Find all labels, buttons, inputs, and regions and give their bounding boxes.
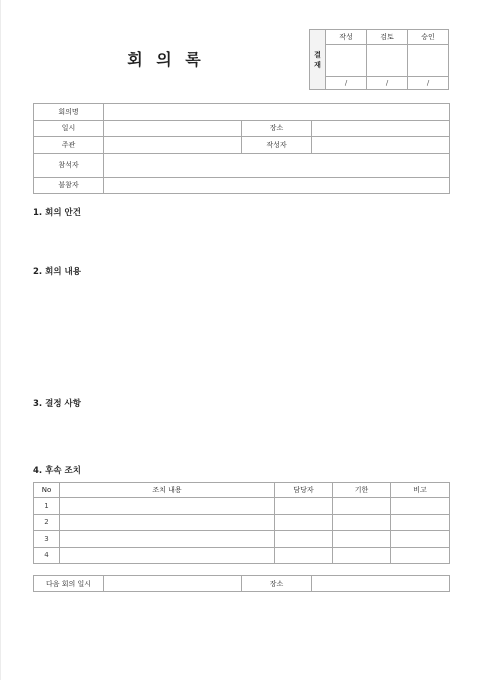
approval-col-write: 작성: [326, 30, 367, 45]
host-field[interactable]: [104, 137, 242, 154]
approval-date-write[interactable]: /: [326, 77, 367, 90]
row-number: 4: [34, 547, 60, 564]
action-cell[interactable]: [60, 498, 275, 515]
table-row: [34, 531, 450, 548]
meeting-name-label: 회의명: [34, 104, 104, 121]
section-content-heading: 2. 회의 내용: [33, 267, 81, 277]
approval-sign-approve[interactable]: [408, 45, 449, 77]
deadline-cell[interactable]: [333, 514, 391, 531]
col-header-note: 비고: [391, 483, 450, 498]
approval-col-approve: 승인: [408, 30, 449, 45]
note-cell[interactable]: [391, 531, 450, 548]
col-header-owner: 담당자: [275, 483, 333, 498]
followup-action-table: [33, 482, 450, 564]
datetime-field[interactable]: [104, 120, 242, 137]
page-title: 회 의 록: [127, 50, 205, 69]
deadline-cell[interactable]: [333, 498, 391, 515]
attendees-label: 참석자: [34, 153, 104, 177]
approval-side-label-2: 재: [314, 60, 321, 69]
place-field[interactable]: [312, 120, 450, 137]
table-row: [34, 514, 450, 531]
next-meeting-table: [33, 575, 450, 592]
table-row: [34, 498, 450, 515]
section-decisions-heading: 3. 결정 사항: [33, 399, 81, 409]
datetime-label: 일시: [34, 120, 104, 137]
row-number: 2: [34, 514, 60, 531]
row-number: 3: [34, 531, 60, 548]
approval-sign-review[interactable]: [367, 45, 408, 77]
action-cell[interactable]: [60, 531, 275, 548]
action-cell[interactable]: [60, 547, 275, 564]
note-cell[interactable]: [391, 498, 450, 515]
col-header-action: 조치 내용: [60, 483, 275, 498]
approval-date-approve[interactable]: /: [408, 77, 449, 90]
attendees-field[interactable]: [104, 153, 450, 177]
deadline-cell[interactable]: [333, 531, 391, 548]
approval-box: [309, 29, 449, 90]
note-cell[interactable]: [391, 514, 450, 531]
table-header-row: [34, 483, 450, 498]
action-cell[interactable]: [60, 514, 275, 531]
approval-side-label: [310, 30, 326, 90]
owner-cell[interactable]: [275, 531, 333, 548]
col-header-deadline: 기한: [333, 483, 391, 498]
meeting-name-field[interactable]: [104, 104, 450, 121]
note-cell[interactable]: [391, 547, 450, 564]
table-row: [34, 547, 450, 564]
owner-cell[interactable]: [275, 547, 333, 564]
owner-cell[interactable]: [275, 498, 333, 515]
owner-cell[interactable]: [275, 514, 333, 531]
row-number: 1: [34, 498, 60, 515]
absentees-label: 불참자: [34, 177, 104, 194]
place-label: 장소: [242, 120, 312, 137]
writer-label: 작성자: [242, 137, 312, 154]
section-followup-heading: 4. 후속 조치: [33, 466, 81, 476]
col-header-no: No: [34, 483, 60, 498]
absentees-field[interactable]: [104, 177, 450, 194]
deadline-cell[interactable]: [333, 547, 391, 564]
approval-col-review: 검토: [367, 30, 408, 45]
next-meeting-place-label: 장소: [242, 576, 312, 592]
next-meeting-datetime-field[interactable]: [104, 576, 242, 592]
next-meeting-datetime-label: 다음 회의 일시: [34, 576, 104, 592]
host-label: 주관: [34, 137, 104, 154]
meeting-info-table: [33, 103, 450, 194]
section-agenda-heading: 1. 회의 안건: [33, 208, 81, 218]
writer-field[interactable]: [312, 137, 450, 154]
next-meeting-place-field[interactable]: [312, 576, 450, 592]
approval-date-review[interactable]: /: [367, 77, 408, 90]
approval-side-label-1: 결: [314, 50, 321, 59]
approval-sign-write[interactable]: [326, 45, 367, 77]
